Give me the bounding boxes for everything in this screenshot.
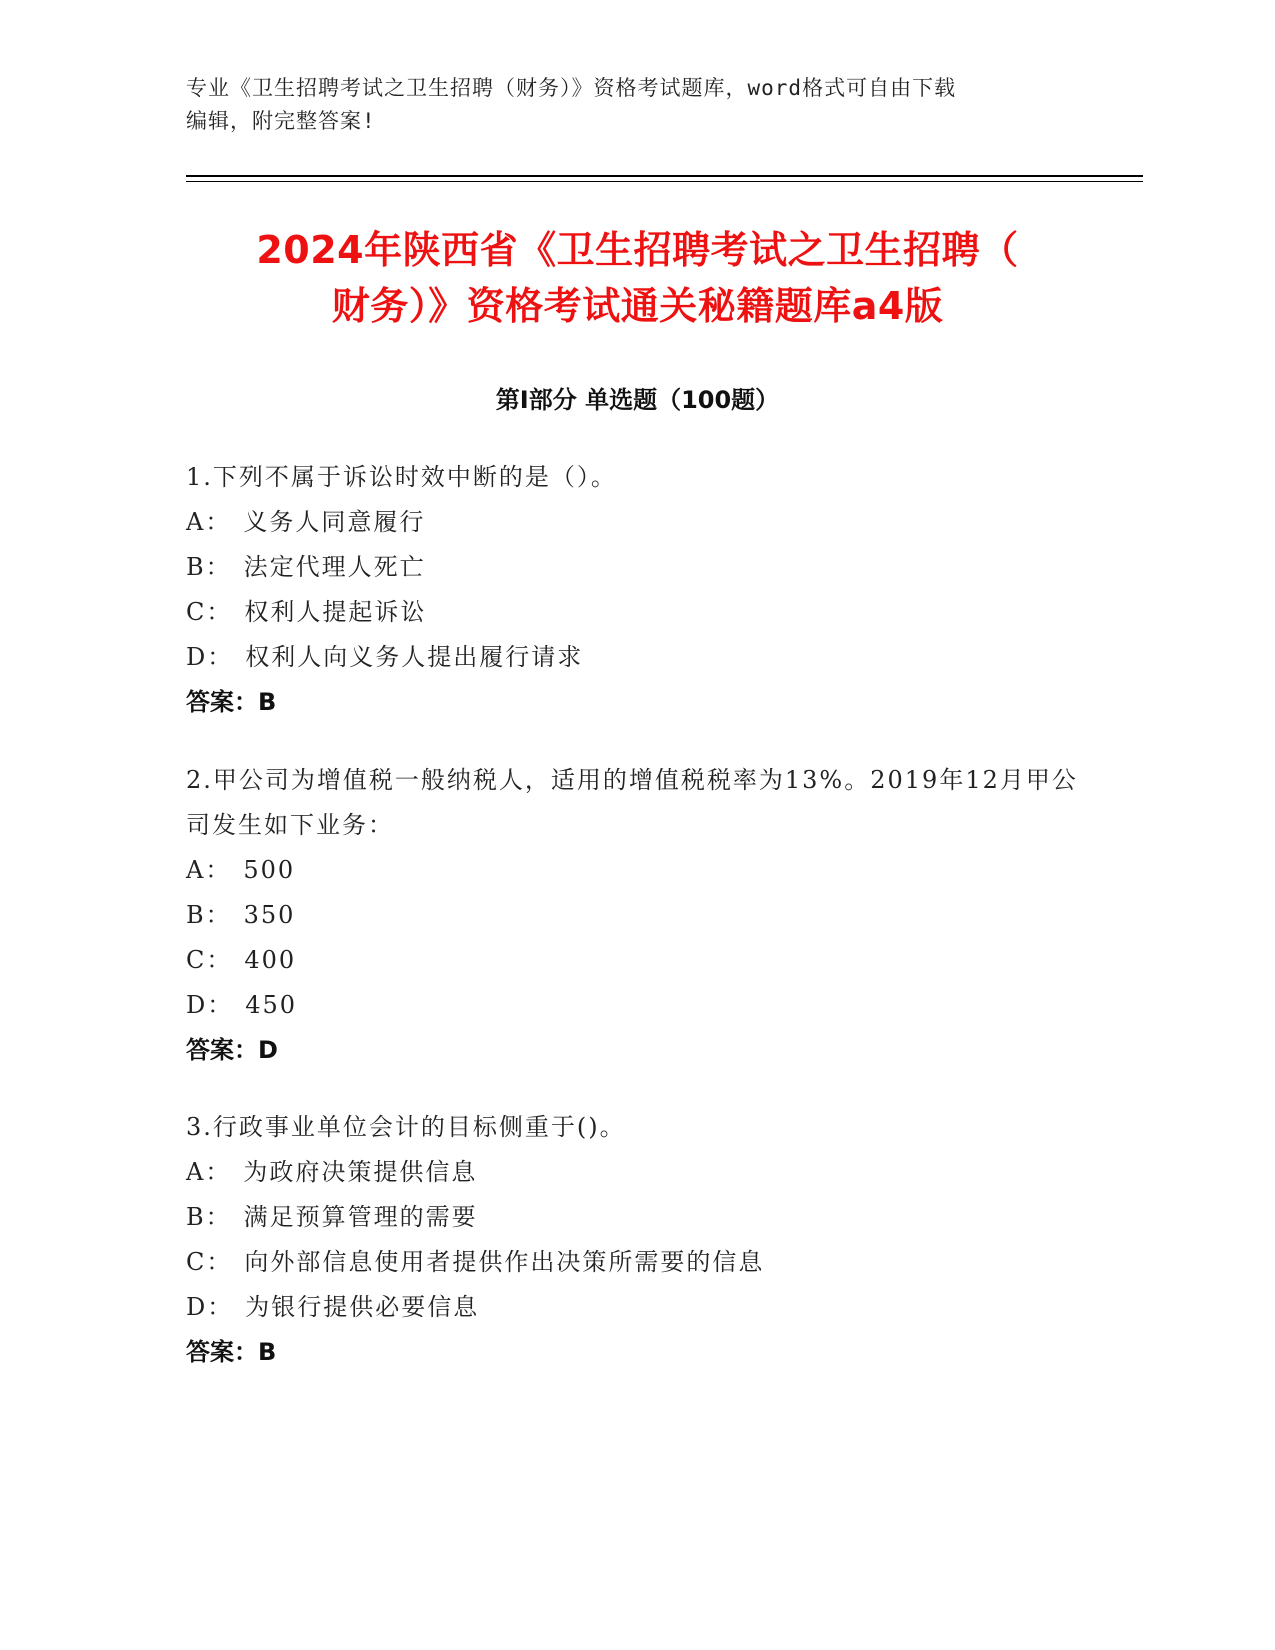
option-text: 法定代理人死亡: [243, 553, 426, 581]
option-text: 义务人同意履行: [243, 508, 426, 536]
option-c: [186, 938, 1086, 983]
option-a: [186, 1150, 1086, 1195]
answer-label: 答案：D: [186, 1036, 278, 1064]
option-separator: ：: [207, 991, 234, 1019]
option-letter: C: [186, 598, 207, 626]
header-note-line-1: 专业《卫生招聘考试之卫生招聘（财务）》资格考试题库，word格式可自由下载: [186, 76, 957, 100]
option-c: [186, 590, 1086, 635]
option-separator: ：: [206, 1248, 233, 1276]
option-separator: ：: [205, 1203, 232, 1231]
option-text: 为政府决策提供信息: [243, 1158, 478, 1186]
question-stem: 2.甲公司为增值税一般纳税人，适用的增值税税率为13%。2019年12月甲公司发生如下业务：: [186, 766, 1078, 839]
header-note: [186, 72, 1086, 138]
option-letter: D: [186, 643, 208, 671]
option-separator: ：: [206, 946, 233, 974]
option-separator: ：: [205, 1158, 232, 1186]
option-b: [186, 893, 1086, 938]
option-d: [186, 635, 1086, 680]
question-stem: 3.行政事业单位会计的目标侧重于()。: [186, 1113, 626, 1141]
option-separator: ：: [205, 553, 232, 581]
option-letter: A: [186, 856, 206, 884]
option-letter: B: [186, 901, 206, 929]
option-letter: C: [186, 946, 207, 974]
option-text: 满足预算管理的需要: [243, 1203, 478, 1231]
option-letter: B: [186, 553, 206, 581]
option-d: [186, 1285, 1086, 1330]
option-separator: ：: [207, 643, 234, 671]
option-text: 向外部信息使用者提供作出决策所需要的信息: [244, 1248, 765, 1276]
option-text: 450: [245, 991, 298, 1019]
header-divider-thick: [186, 175, 1143, 177]
option-a: [186, 500, 1086, 545]
option-letter: A: [186, 1158, 206, 1186]
document-title: [150, 222, 1125, 334]
header-note-line-2: 编辑，附完整答案!: [186, 109, 376, 133]
option-a: [186, 848, 1086, 893]
section-heading: 第I部分 单选题（100题）: [495, 386, 780, 414]
answer-label: 答案：B: [186, 688, 277, 716]
option-letter: B: [186, 1203, 206, 1231]
option-letter: D: [186, 1293, 208, 1321]
option-separator: ：: [207, 1293, 234, 1321]
option-letter: A: [186, 508, 206, 536]
option-text: 400: [244, 946, 297, 974]
option-separator: ：: [206, 598, 233, 626]
question-1: [186, 455, 1086, 725]
option-b: [186, 1195, 1086, 1240]
option-b: [186, 545, 1086, 590]
option-text: 350: [243, 901, 296, 929]
question-stem: 1.下列不属于诉讼时效中断的是（）。: [186, 463, 617, 491]
option-text: 权利人向义务人提出履行请求: [245, 643, 584, 671]
answer-label: 答案：B: [186, 1338, 277, 1366]
option-c: [186, 1240, 1086, 1285]
option-text: 权利人提起诉讼: [244, 598, 427, 626]
document-title-line-1: 2024年陕西省《卫生招聘考试之卫生招聘（: [256, 228, 1019, 272]
option-separator: ：: [205, 856, 232, 884]
option-letter: D: [186, 991, 208, 1019]
document-title-line-2: 财务）》资格考试通关秘籍题库a4版: [331, 284, 944, 328]
question-2: [186, 758, 1086, 1073]
header-divider-thin: [186, 181, 1143, 182]
option-d: [186, 983, 1086, 1028]
question-3: [186, 1105, 1086, 1375]
option-text: 500: [243, 856, 296, 884]
option-separator: ：: [205, 901, 232, 929]
option-separator: ：: [205, 508, 232, 536]
option-letter: C: [186, 1248, 207, 1276]
option-text: 为银行提供必要信息: [245, 1293, 480, 1321]
